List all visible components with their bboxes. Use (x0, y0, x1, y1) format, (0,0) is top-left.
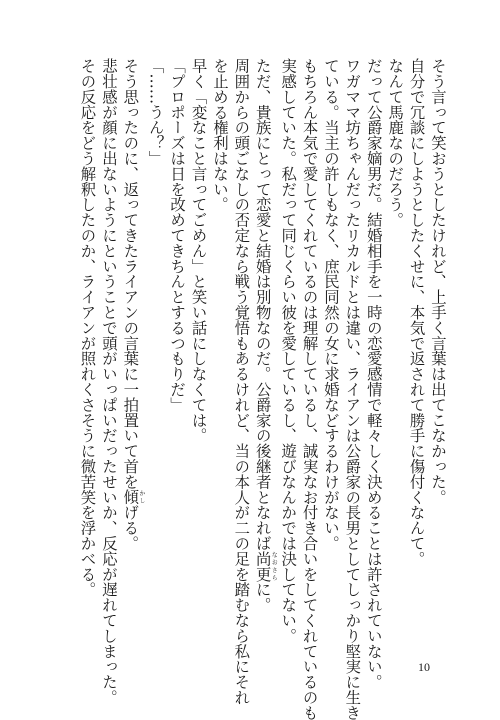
text-segment: に。 (253, 581, 272, 613)
text-line: を止める権利はない。 (210, 58, 229, 212)
ruby-reading: かし (137, 489, 145, 505)
ruby-base: 傾 (121, 489, 140, 505)
text-segment: げる。 (121, 504, 140, 551)
text-line: その反応をどう解釈したのか、ライアンが照れくさそうに微苦笑を浮かべる。 (78, 58, 97, 597)
ruby-base: 尚更 (253, 550, 272, 582)
text-line: 実感していた。私だって同じくらい彼を愛しているし、遊びなんかでは決してない。 (279, 58, 298, 644)
text-line: 自分で冗談にしようとしたくせに、本気で返されて勝手に傷付くなんて。 (407, 58, 426, 567)
ruby-kashige (121, 489, 145, 505)
text-segment: ただ、貴族にとって恋愛と結婚は別物なのだ。公爵家の後継者となれば (253, 58, 272, 551)
text-line-with-ruby (251, 58, 276, 652)
text-line: 早く「変なこと言ってごめん」と笑い話にしなくては。 (189, 58, 208, 443)
text-line: 悲壮感が顔に出ないようにということで頭がいっぱいだったせいか、反応が遅れてしまった。 (99, 58, 118, 705)
text-line: ている。当主の許しもなく、庶民同然の女に求婚などするわけがない。 (321, 58, 340, 551)
dialogue-line: 「……うん？」 (146, 58, 165, 166)
text-line: だって公爵家嫡男だ。結婚相手を一時の恋愛感情で軽々しく決めることは許されていない。 (364, 58, 383, 690)
dialogue-line: 「プロポーズは日を改めてきちんとするつもりだ」 (168, 58, 187, 413)
page-number: 10 (418, 660, 430, 674)
text-line: ワガママ坊ちゃんだったリカルドとは違い、ライアンは公爵家の長男としてしっかり堅実に生き (343, 58, 362, 720)
text-line: そう言って笑おうとしたけれど、上手く言葉は出てこなかった。 (429, 58, 447, 505)
text-segment: そう思ったのに、返ってきたライアンの言葉に一拍置いて首を (121, 58, 140, 490)
text-line: 周囲からの頭ごなしの否定なら戦う覚悟もあるけれど、当の本人が二の足を踏むなら私にそれ (232, 58, 251, 705)
text-line-with-ruby (119, 58, 144, 652)
ruby-naosara (253, 550, 278, 582)
text-line: なんて馬鹿なのだろう。 (386, 58, 405, 228)
ruby-reading: なおさら (270, 550, 278, 582)
text-line: もちろん本気で愛してくれているのは理解しているし、誠実なお付き合いをしてくれているのも (300, 58, 319, 720)
